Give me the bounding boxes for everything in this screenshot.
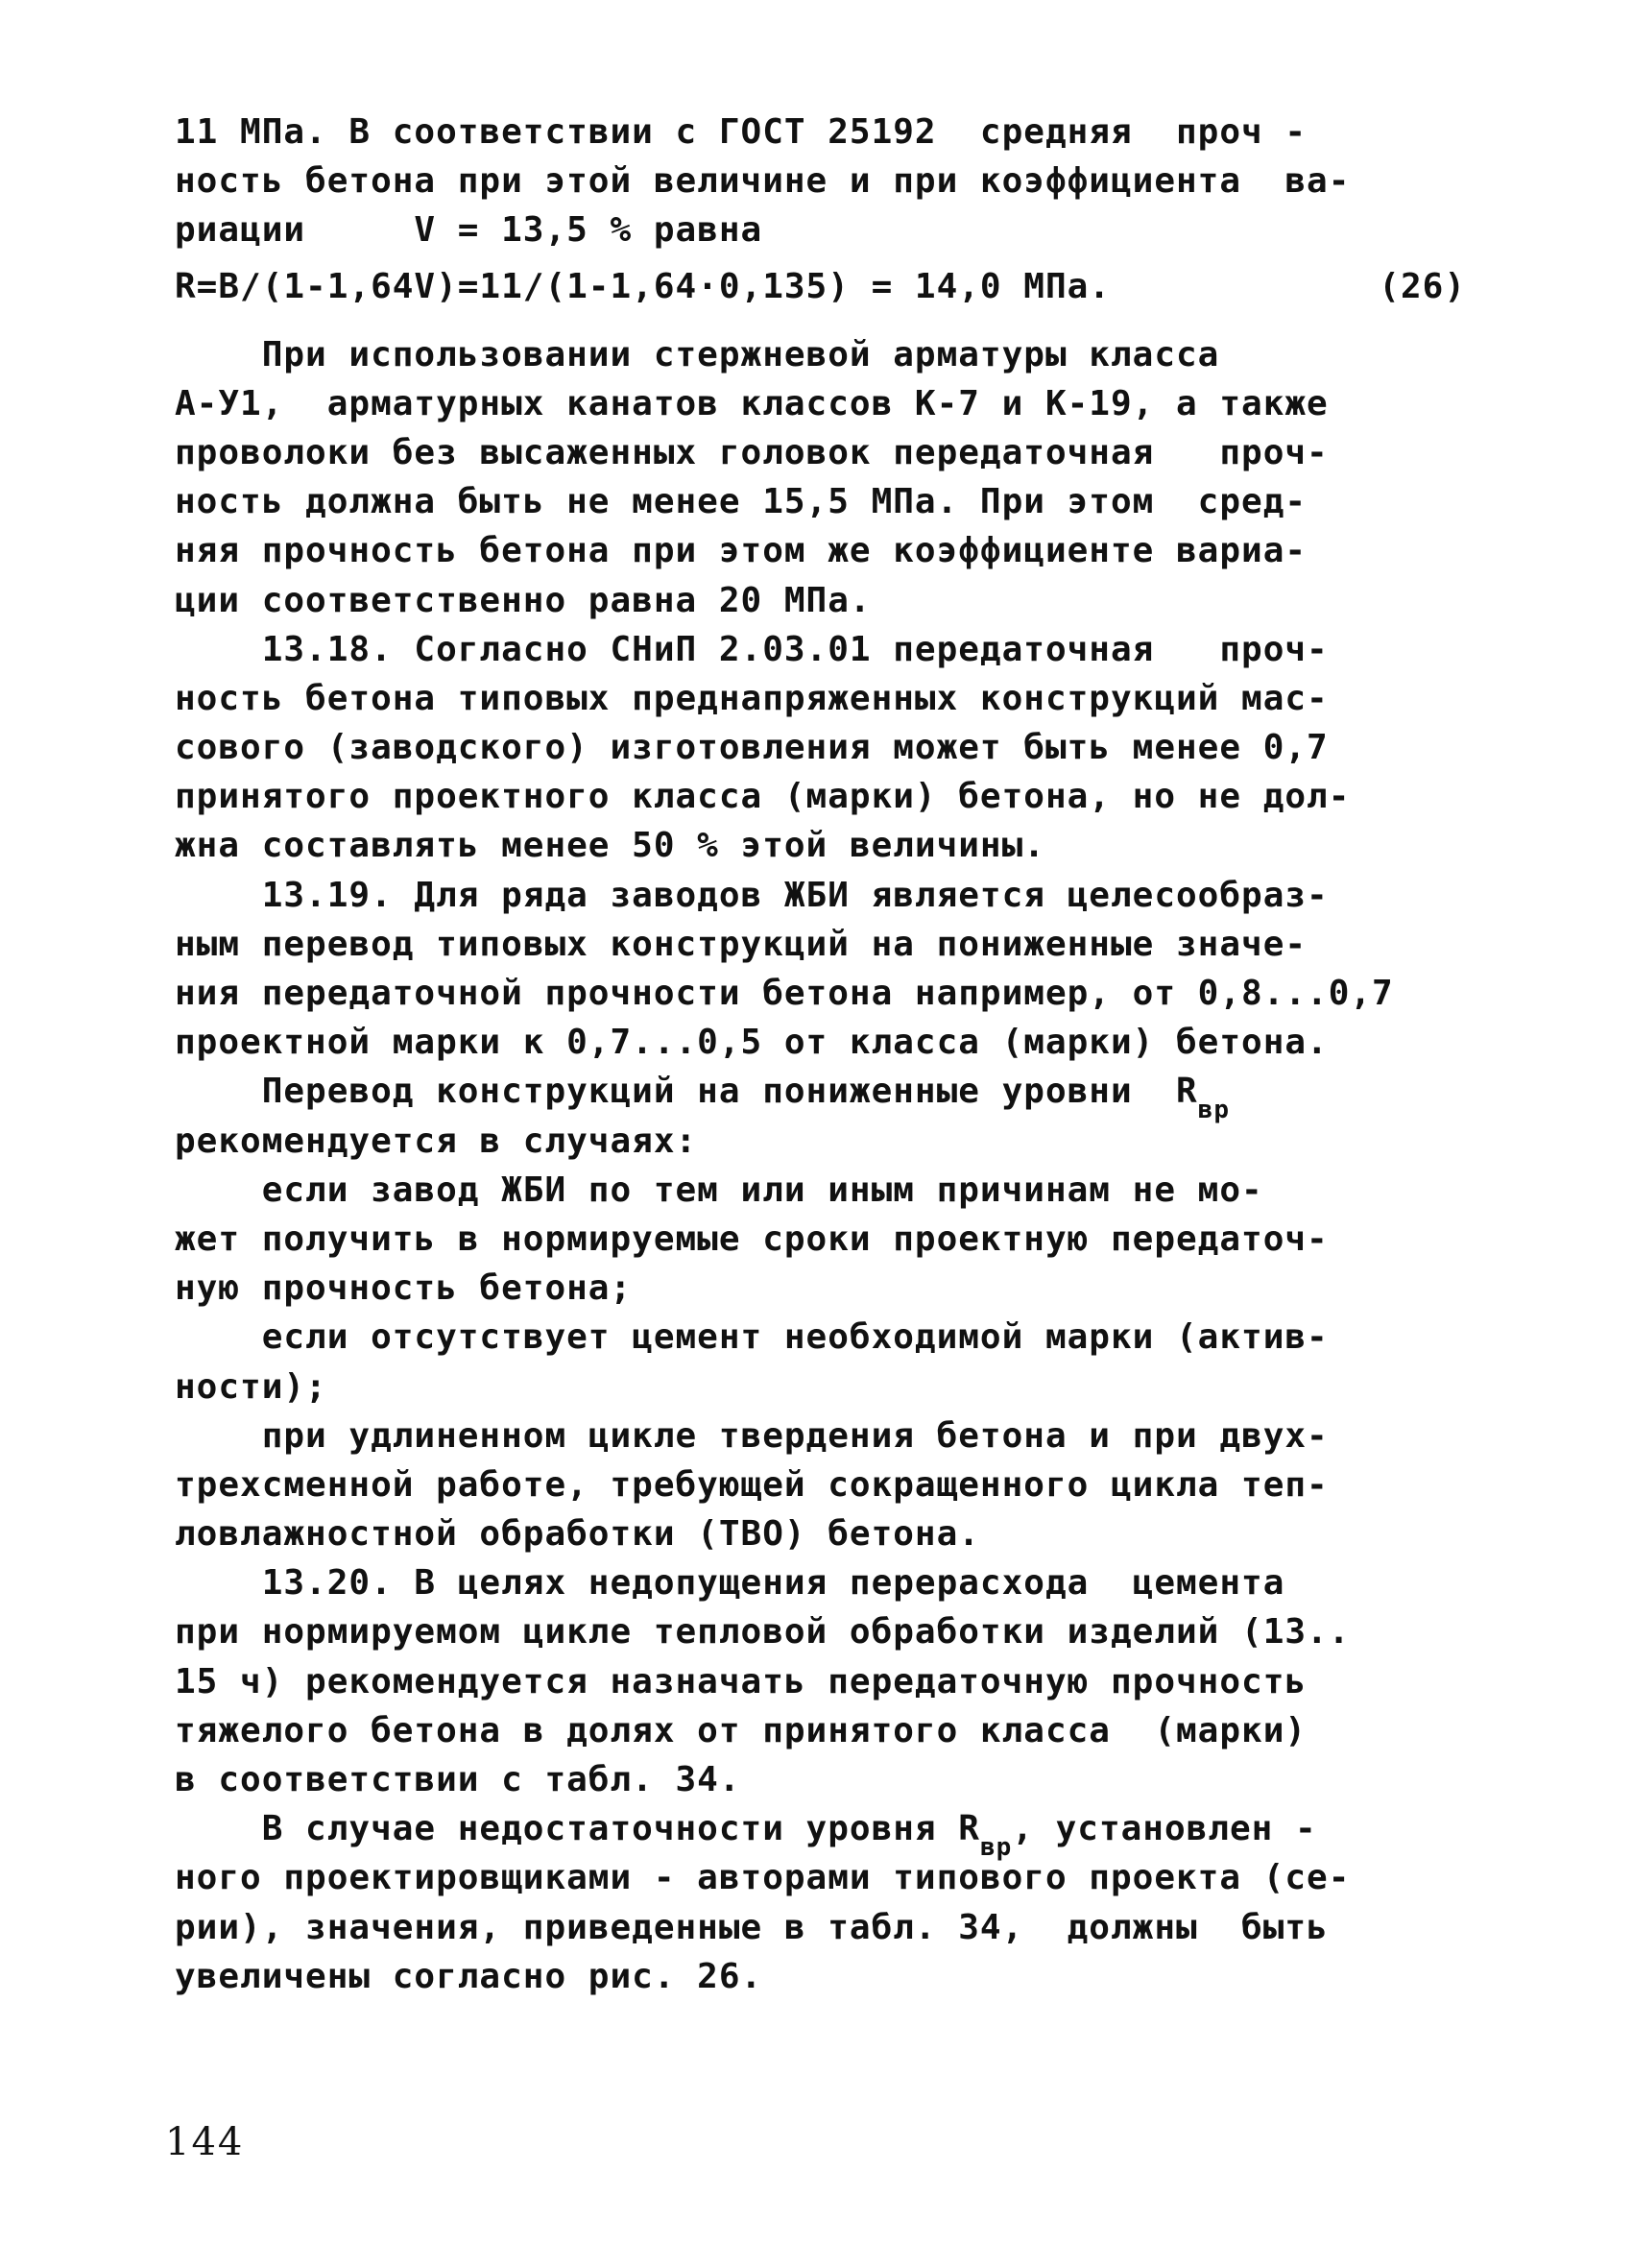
text-line: ность должна быть не менее 15,5 МПа. При этом сред- [175, 482, 1308, 522]
text-line: проектной марки к 0,7...0,5 от класса (марки) бетона. [175, 1023, 1329, 1063]
insufficient-level-paragraph [175, 1804, 1466, 2001]
text-line: жна составлять менее 50 % этой величины. [175, 826, 1045, 866]
text-line: жет получить в нормируемые сроки проектную передаточ- [175, 1218, 1329, 1259]
text-line: рекомендуется в случаях: [175, 1121, 698, 1161]
text-line: ности); [175, 1366, 327, 1407]
text-line: А-У1, арматурных канатов классов К-7 и К-19, а также [175, 383, 1329, 423]
text-line: в соответствии с табл. 34. [175, 1760, 741, 1799]
text-line: при удлиненном цикле твердения бетона и при двух- [175, 1415, 1329, 1456]
text-line: ного проектировщиками - авторами типового проекта (се- [175, 1858, 1351, 1898]
text-line: принятого проектного класса (марки) бетона, но не дол- [175, 777, 1351, 817]
text-line: рии), значения, приведенные в табл. 34, должны быть [175, 1907, 1329, 1947]
formula-expression: R=B/(1-1,64V)=11/(1-1,64·0,135) = 14,0 МПа. [175, 266, 1111, 306]
text-line: увеличены согласно рис. 26. [175, 1956, 763, 1996]
text-run: , установлен - [1012, 1809, 1317, 1849]
formula-26 [175, 255, 1466, 319]
text-line: ции соответственно равна 20 МПа. [175, 580, 872, 620]
text-run: Перевод конструкций на пониженные уровни R [175, 1072, 1198, 1112]
text-line: если завод ЖБИ по тем или иным причинам не мо- [175, 1170, 1263, 1210]
text-line: 13.20. В целях недопущения перерасхода цемента [175, 1563, 1285, 1604]
subscript-vr: вр [1197, 1096, 1230, 1125]
section-13-20 [175, 1558, 1466, 1804]
text-line: 13.19. Для ряда заводов ЖБИ является целесообраз- [175, 875, 1329, 915]
text-run: В случае недостаточности уровня R [175, 1809, 980, 1849]
text-line: ную прочность бетона; [175, 1268, 633, 1309]
section-13-19 [175, 871, 1466, 1068]
paragraph-rod-reinforcement [175, 330, 1466, 625]
text-line: ность бетона типовых преднапряженных конструкций мас- [175, 678, 1329, 718]
transfer-intro [175, 1067, 1466, 1165]
text-line: тяжелого бетона в долях от принятого класса (марки) [175, 1710, 1308, 1750]
paragraph-intro [175, 108, 1466, 255]
text-line: сового (заводского) изготовления может быть менее 0,7 [175, 728, 1329, 768]
text-line: ность бетона при этой величине и при коэффициента ва- [175, 161, 1351, 202]
formula-number: (26) [1379, 266, 1466, 306]
text-line [175, 1804, 1466, 1863]
text-line: 11 МПа. В соответствии с ГОСТ 25192 средняя проч - [175, 112, 1308, 152]
text-line: ным перевод типовых конструкций на пониженные значе- [175, 924, 1308, 964]
section-13-18 [175, 625, 1466, 871]
text-line: ловлажностной обработки (ТВО) бетона. [175, 1514, 980, 1555]
text-line: ния передаточной прочности бетона например, от 0,8...0,7 [175, 974, 1394, 1013]
text-line: при нормируемом цикле тепловой обработки изделий (13.. [175, 1612, 1351, 1653]
text-line: трехсменной работе, требующей сокращенного цикла теп- [175, 1464, 1329, 1505]
text-line: риации V = 13,5 % равна [175, 210, 763, 251]
cases-list [175, 1166, 1466, 1559]
page-number: 144 [165, 2120, 245, 2164]
text-line: При использовании стержневой арматуры класса [175, 334, 1220, 374]
text-line [175, 1067, 1466, 1125]
subscript-vr: вр [979, 1833, 1013, 1863]
text-line: няя прочность бетона при этом же коэффициенте вариа- [175, 531, 1308, 571]
text-line: 13.18. Согласно СНиП 2.03.01 передаточная проч- [175, 629, 1329, 669]
text-line: 15 ч) рекомендуется назначать передаточную прочность [175, 1661, 1308, 1701]
text-line: если отсутствует цемент необходимой марки (актив- [175, 1317, 1329, 1358]
text-line: проволоки без высаженных головок передаточная проч- [175, 432, 1329, 472]
body-text [175, 108, 1466, 2001]
